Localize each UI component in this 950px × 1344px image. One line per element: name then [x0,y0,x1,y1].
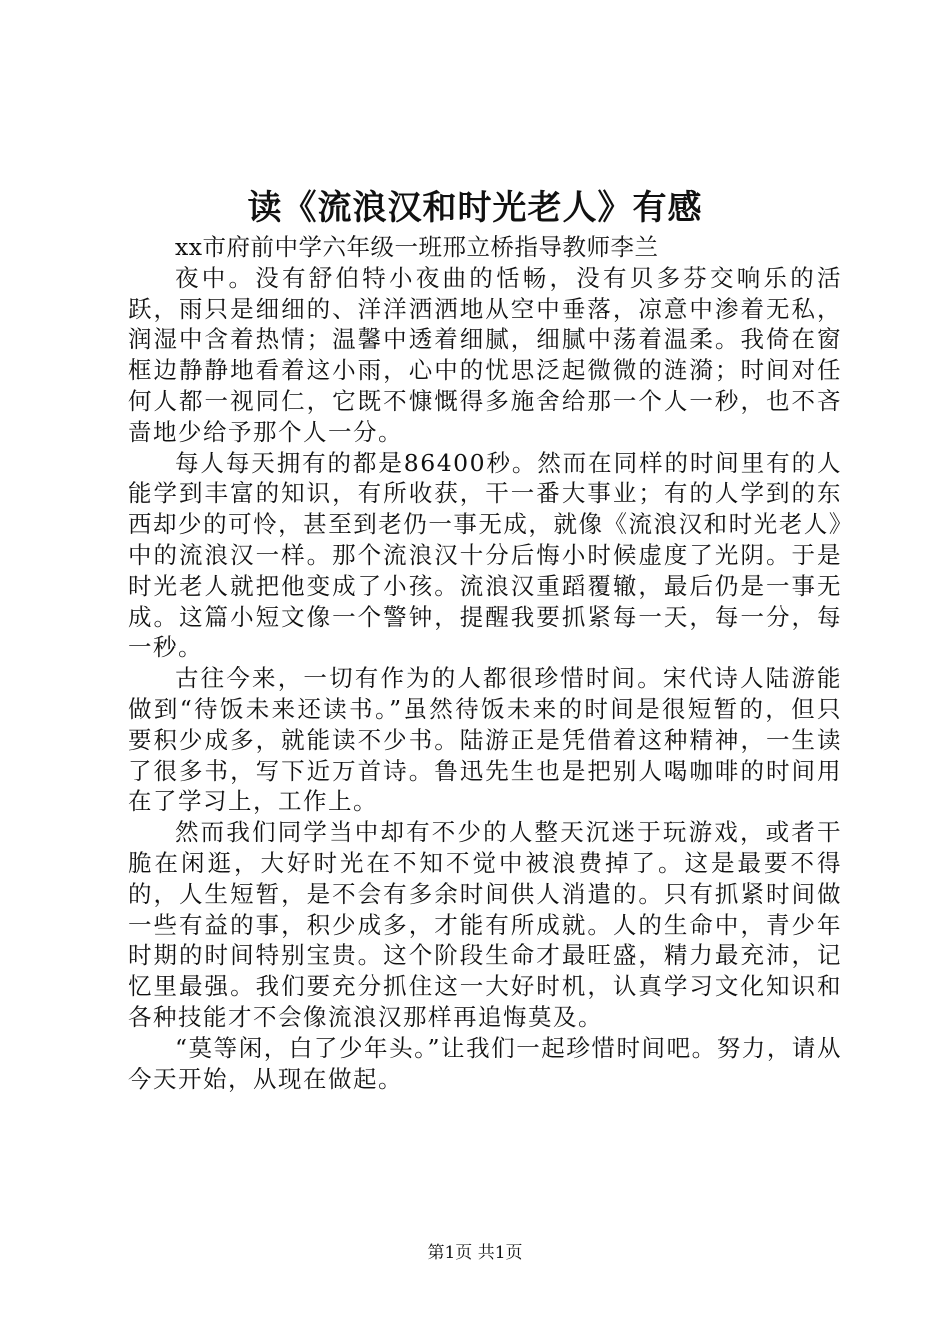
document-body [128,232,842,1094]
paragraph-4: 然而我们同学当中却有不少的人整天沉迷于玩游戏，或者干脆在闲逛，大好时光在不知不觉中被浪费掉了。这是最要不得的，人生短暂，是不会有多余时间供人消遣的。只有抓紧时间做一些有益的事，积少成多，才能有所成就。人的生命中，青少年时期的时间特别宝贵。这个阶段生命才最旺盛，精力最充沛，记忆里最强。我们要充分抓住这一大好时机，认真学习文化知识和各种技能才不会像流浪汉那样再追悔莫及。 [128,818,842,1031]
page-footer: 第1页 共1页 [427,1243,523,1263]
paragraph-5: “莫等闲，白了少年头。”让我们一起珍惜时间吧。努力，请从今天开始，从现在做起。 [128,1033,842,1093]
document-title: 读《流浪汉和时光老人》有感 [247,188,703,228]
author-line: xx市府前中学六年级一班邢立桥指导教师李兰 [175,233,659,261]
paragraph-2: 每人每天拥有的都是86400秒。然而在同样的时间里有的人能学到丰富的知识，有所收获，干一番大事业；有的人学到的东西却少的可怜，甚至到老仍一事无成，就像《流浪汉和时光老人》中的流浪汉一样。那个流浪汉十分后悔小时候虚度了光阴。于是时光老人就把他变成了小孩。流浪汉重蹈覆辙，最后仍是一事无成。这篇小短文像一个警钟，提醒我要抓紧每一天，每一分，每一秒。 [128,448,842,662]
paragraph-3: 古往今来，一切有作为的人都很珍惜时间。宋代诗人陆游能做到“待饭未来还读书。”虽然待饭未来的时间是很短暂的，但只要积少成多，就能读不少书。陆游正是凭借着这种精神，一生读了很多书，写下近万首诗。鲁迅先生也是把别人喝咖啡的时间用在了学习上，工作上。 [128,664,842,816]
paragraph-1: 夜中。没有舒伯特小夜曲的恬畅，没有贝多芬交响乐的活跃，雨只是细细的、洋洋洒洒地从空中垂落，凉意中渗着无私，润湿中含着热情；温馨中透着细腻，细腻中荡着温柔。我倚在窗框边静静地看着这小雨，心中的忧思泛起微微的涟漪；时间对任何人都一视同仁，它既不慷慨得多施舍给那一个人一秒，也不吝啬地少给予那个人一分。 [128,263,842,446]
